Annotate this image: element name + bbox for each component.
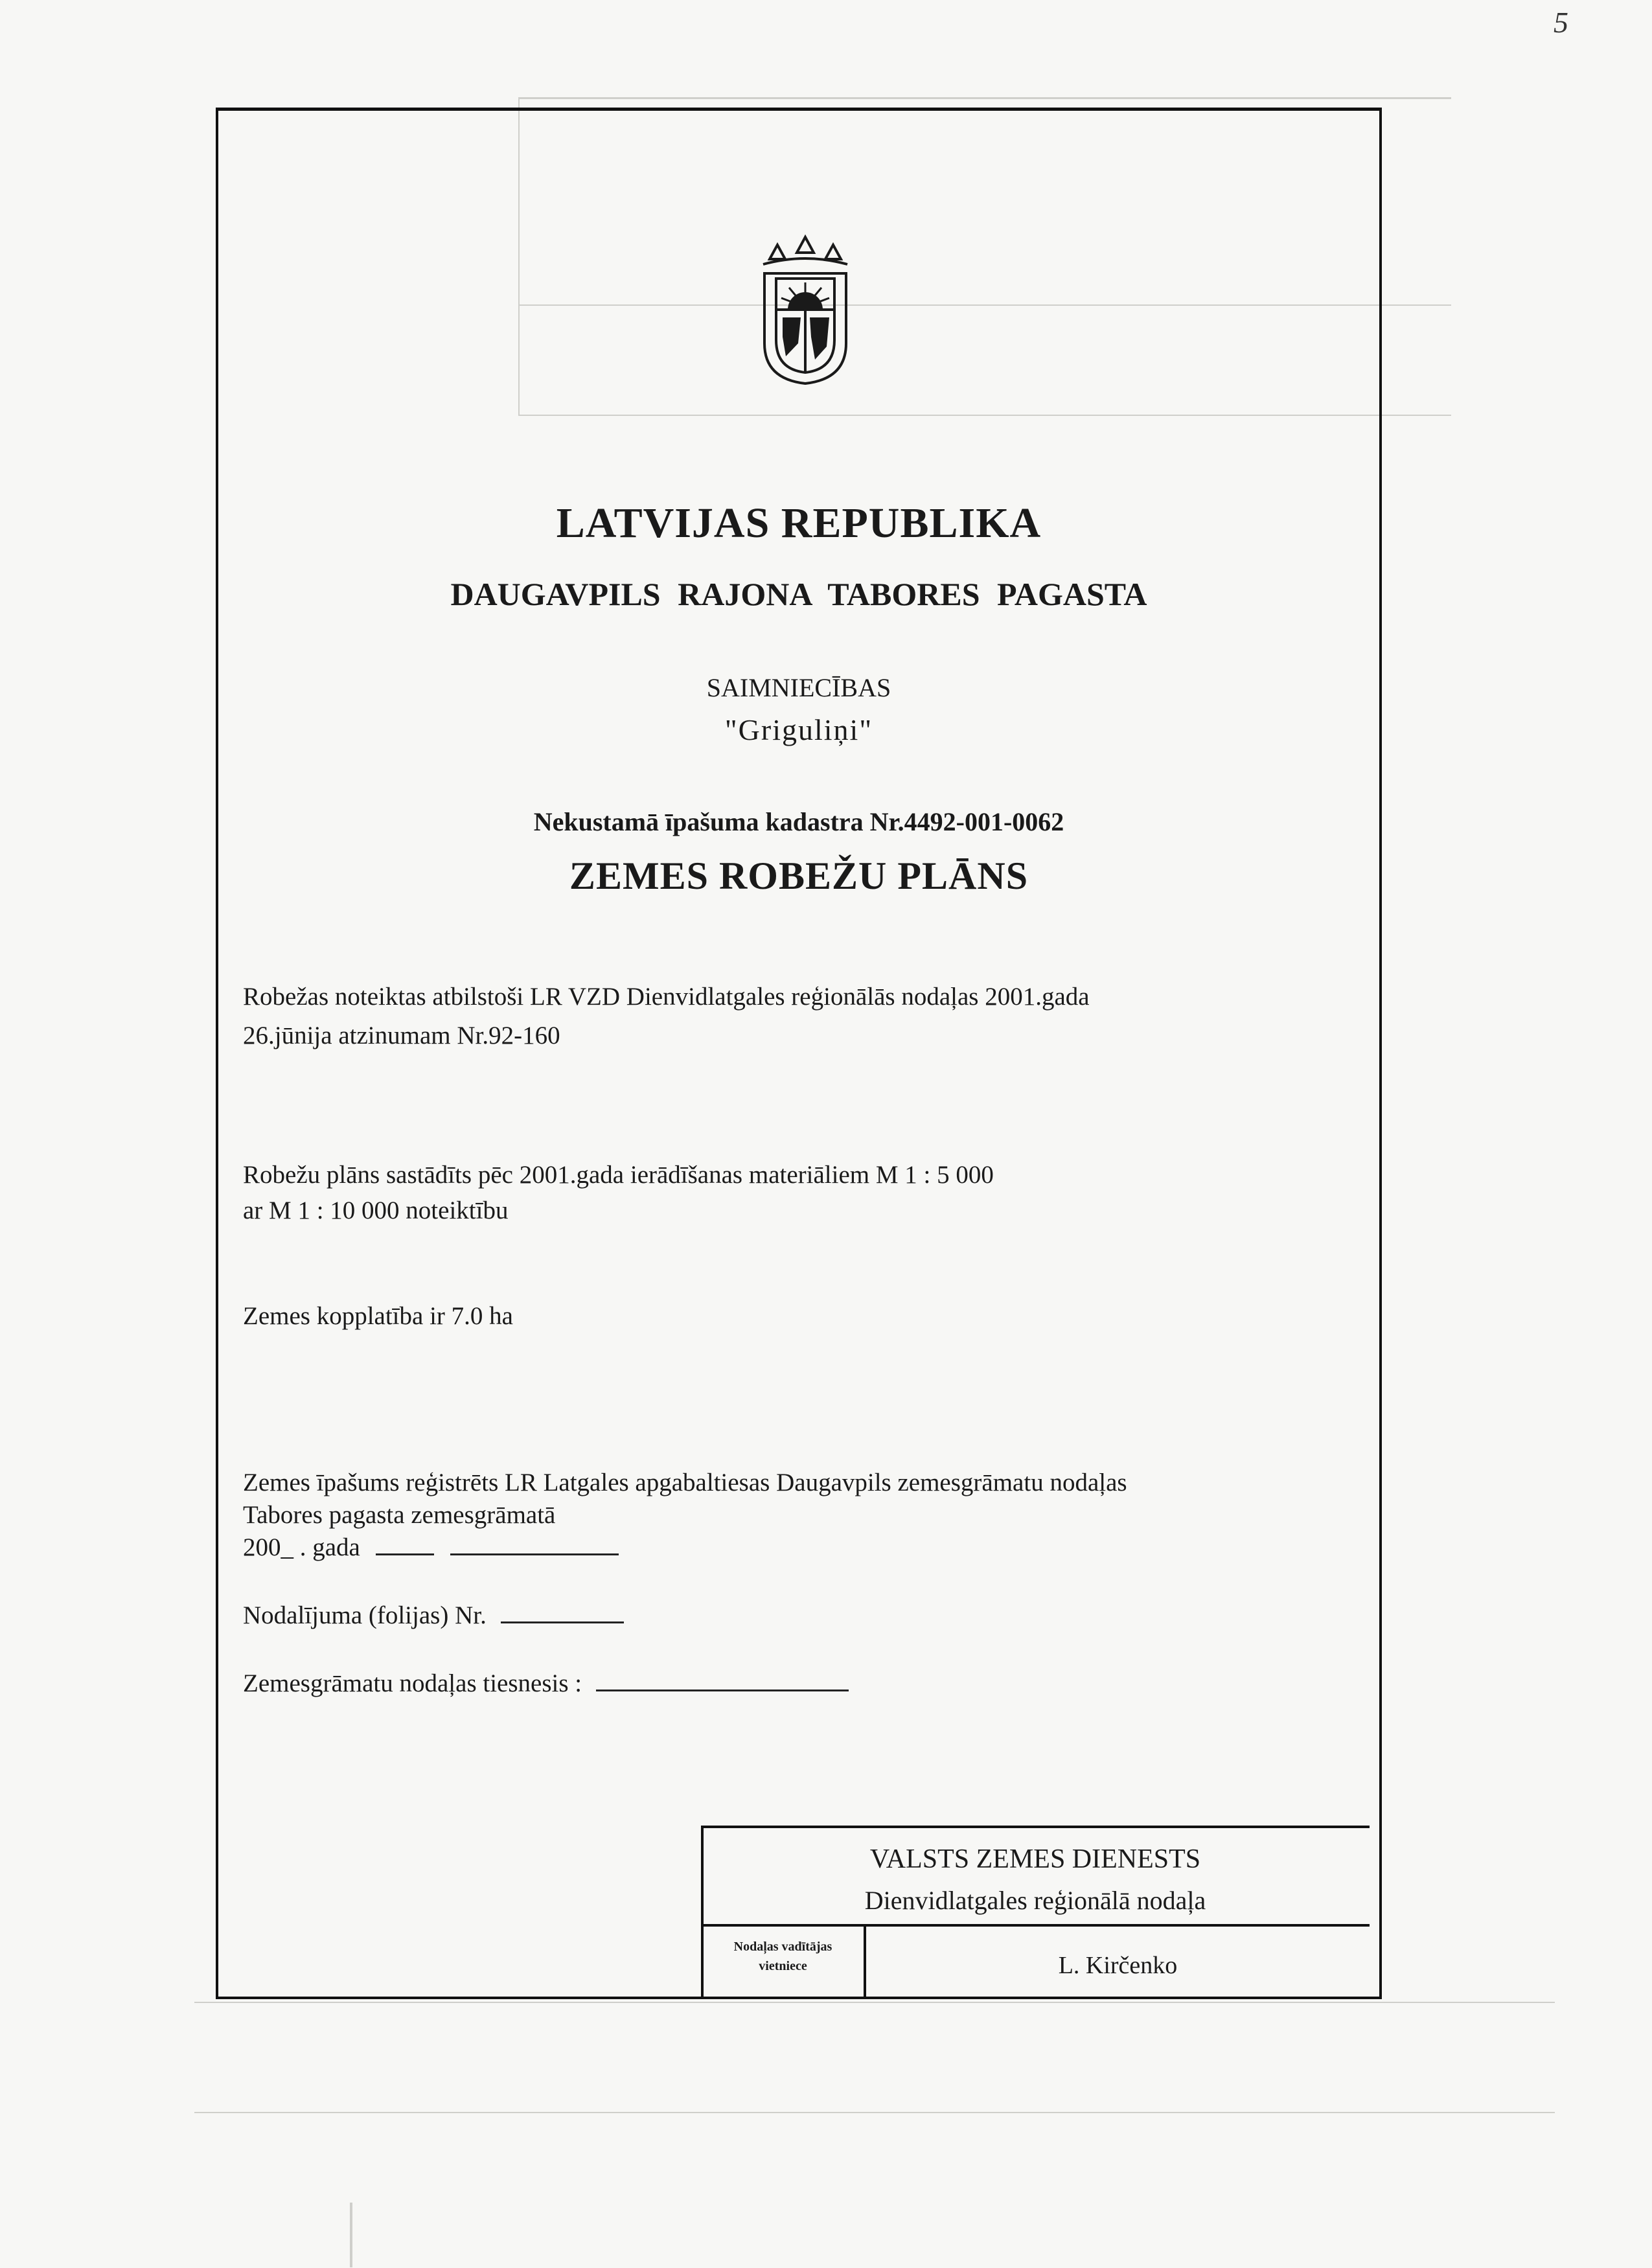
- judge-row: [243, 1668, 849, 1699]
- country-title: LATVIJAS REPUBLIKA: [556, 499, 1042, 547]
- cadastre-number: Nekustamā īpašuma kadastra Nr.4492-001-0062: [533, 807, 1064, 836]
- plan-title: ZEMES ROBEŽU PLĀNS: [569, 854, 1029, 897]
- farm-name: "Griguliņi": [724, 713, 873, 746]
- judge-label: Zemesgrāmatu nodaļas tiesnesis :: [243, 1669, 582, 1697]
- organization-name: VALSTS ZEMES DIENESTS: [869, 1844, 1201, 1874]
- signer-role: [704, 1937, 862, 1976]
- document-frame: [216, 108, 1382, 1999]
- signer-role-line-2: vietniece: [759, 1959, 807, 1973]
- registration-date-blank: [376, 1553, 434, 1555]
- plan-source-line-2: ar M 1 : 10 000 noteiktību: [243, 1197, 509, 1224]
- ghost-table-border: [194, 2112, 1555, 2113]
- division-name: Dienvidlatgales reģionālā nodaļa: [864, 1886, 1206, 1915]
- registration-line-1: Zemes īpašums reģistrēts LR Latgales apgabaltiesas Daugavpils zemesgrāmatu nodaļas: [243, 1469, 1127, 1496]
- plan-source-line-1: Robežu plāns sastādīts pēc 2001.gada ierādīšanas materiāliem M 1 : 5 000: [243, 1161, 994, 1189]
- total-area: Zemes kopplatība ir 7.0 ha: [243, 1302, 513, 1330]
- registration-year: 200_ . gada: [243, 1533, 360, 1561]
- district-title: DAUGAVPILS RAJONA TABORES PAGASTA: [450, 576, 1147, 612]
- boundaries-line-2: 26.jūnija atzinumam Nr.92-160: [243, 1022, 560, 1049]
- folio-label: Nodalījuma (folijas) Nr.: [243, 1601, 487, 1629]
- registration-date-blank: [450, 1553, 619, 1555]
- signer-name: L. Kirčenko: [1058, 1952, 1178, 1979]
- folio-row: [243, 1600, 624, 1631]
- registration-year-row: [243, 1532, 619, 1563]
- page-number: 5: [1554, 6, 1568, 39]
- ghost-table-border: [194, 2002, 1555, 2003]
- folio-blank: [501, 1621, 624, 1623]
- farm-caption: SAIMNIECĪBAS: [706, 673, 891, 702]
- ghost-mark: [350, 2203, 352, 2267]
- ghost-table-border: [518, 97, 1451, 99]
- signer-role-line-1: Nodaļas vadītājas: [733, 1940, 832, 1954]
- judge-signature-blank: [596, 1690, 849, 1691]
- boundaries-line-1: Robežas noteiktas atbilstoši LR VZD Dienvidlatgales reģionālās nodaļas 2001.gada: [243, 983, 1090, 1011]
- coat-of-arms-icon: [750, 233, 860, 389]
- registration-line-2: Tabores pagasta zemesgrāmatā: [243, 1501, 556, 1529]
- title-block-divider: [701, 1924, 1370, 1927]
